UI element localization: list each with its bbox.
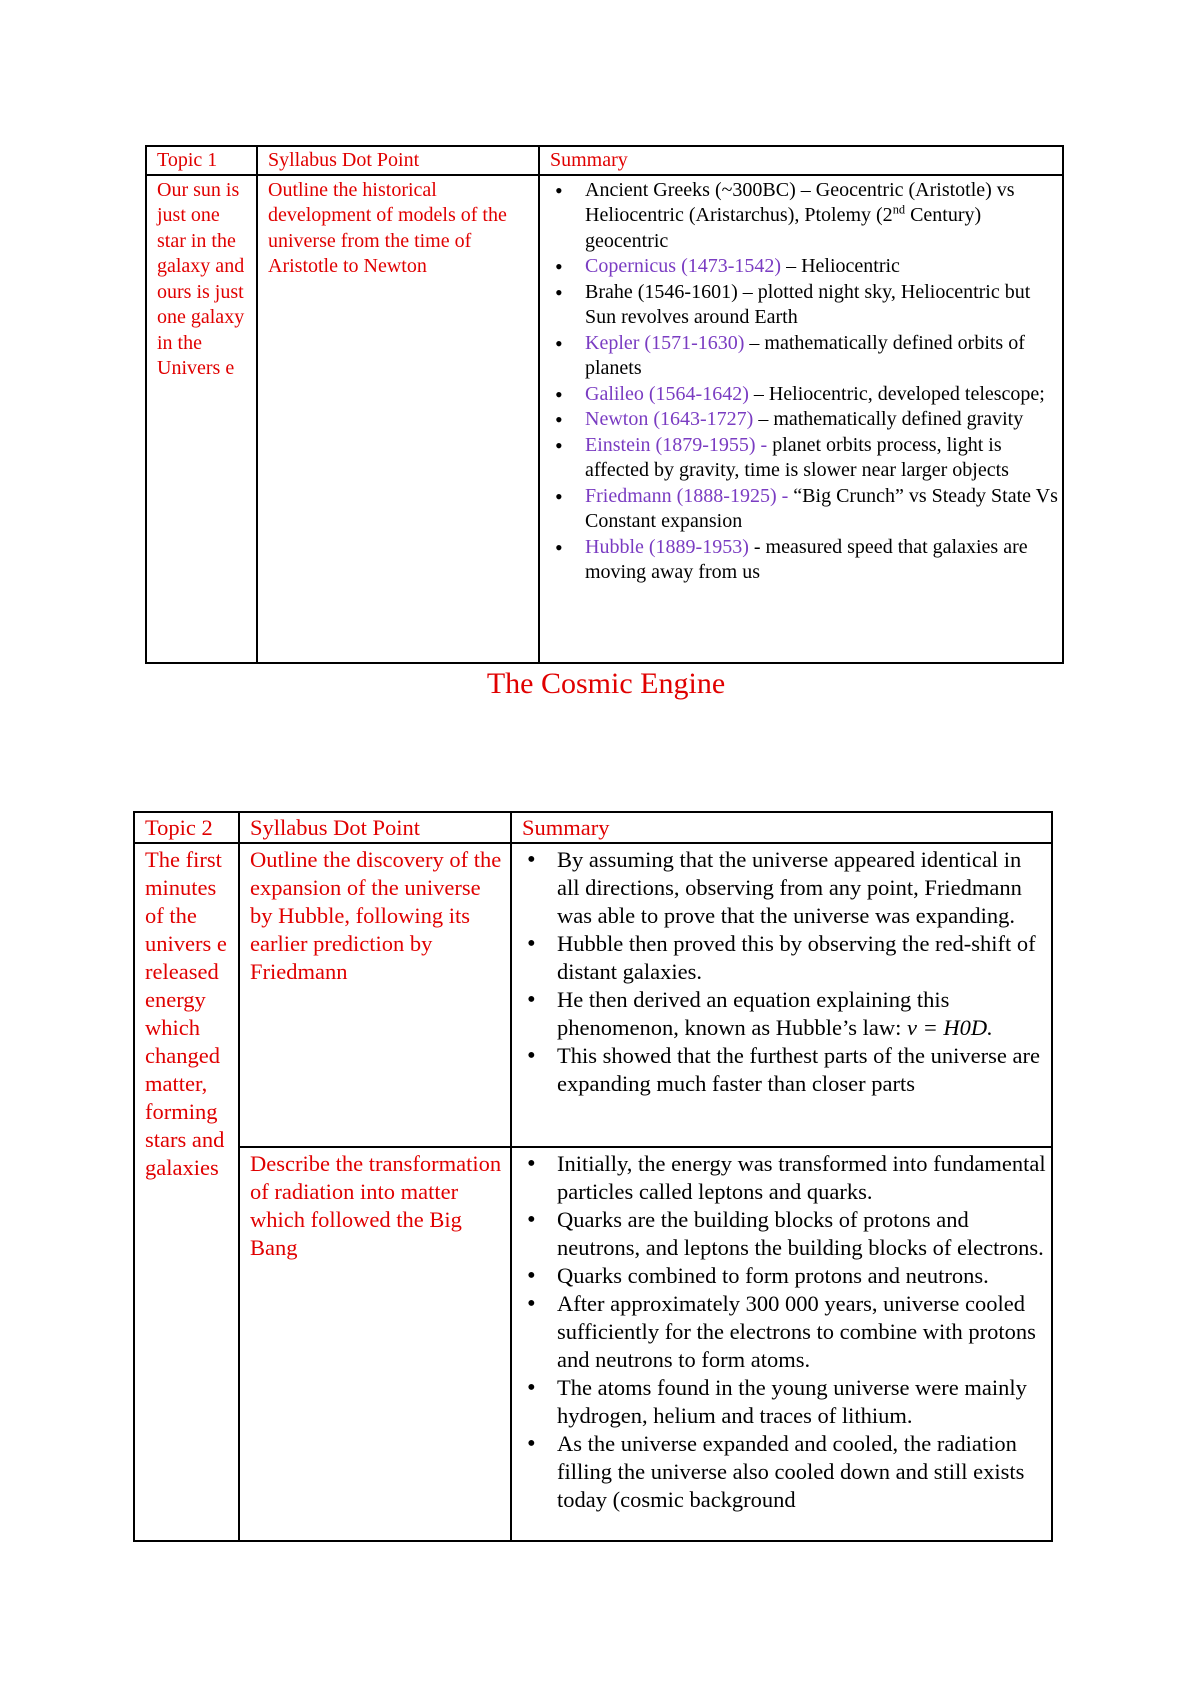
list-item: • Friedmann (1888-1925) - “Big Crunch” vs Steady State Vs Constant expansion (585, 484, 1058, 535)
summary-list (522, 846, 1047, 1098)
list-item: • Brahe (1546-1601) – plotted night sky, Heliocentric but Sun revolves around Earth (585, 280, 1058, 331)
topic-2-table (133, 811, 1053, 1542)
summary-cell (539, 175, 1063, 663)
list-item: • Newton (1643-1727) – mathematically defined gravity (585, 407, 1058, 433)
list-item: • Initially, the energy was transformed into fundamental particles called leptons and quarks. (557, 1150, 1047, 1206)
list-item: • Copernicus (1473-1542) – Heliocentric (585, 254, 1058, 280)
summary-cell (511, 1147, 1052, 1541)
topic-cell: The first minutes of the univers e released energy which changed matter, forming stars and galaxies (134, 843, 239, 1541)
list-item: • The atoms found in the young universe were mainly hydrogen, helium and traces of lithium. (557, 1374, 1047, 1430)
scientist-name: Einstein (1879-1955) - (585, 433, 768, 456)
list-item: • Kepler (1571-1630) – mathematically defined orbits of planets (585, 331, 1058, 382)
summary-list (550, 178, 1058, 586)
scientist-name: Galileo (1564-1642) (585, 382, 749, 405)
list-item: • As the universe expanded and cooled, the radiation filling the universe also cooled down and still exists today (cosmic background (557, 1430, 1047, 1514)
dot-point-cell: Describe the transformation of radiation into matter which followed the Big Bang (239, 1147, 511, 1541)
list-item: • Hubble (1889-1953) - measured speed that galaxies are moving away from us (585, 535, 1058, 586)
scientist-name: Copernicus (1473-1542) (585, 255, 782, 277)
topic-1-table (145, 145, 1064, 664)
summary-list (522, 1150, 1047, 1514)
page-title: The Cosmic Engine (486, 667, 726, 700)
list-item: • This showed that the furthest parts of the universe are expanding much faster than closer parts (557, 1042, 1047, 1098)
header-topic: Topic 1 (146, 146, 257, 175)
hubble-law-equation: v = H0D. (906, 1015, 993, 1040)
table-row (134, 843, 1052, 1147)
list-item: • After approximately 300 000 years, universe cooled sufficiently for the electrons to combine with protons and neutrons to form atoms. (557, 1290, 1047, 1374)
header-summary: Summary (539, 146, 1063, 175)
table-row (146, 175, 1063, 663)
header-summary: Summary (511, 812, 1052, 843)
list-item: • Galileo (1564-1642) – Heliocentric, developed telescope; (585, 382, 1058, 408)
table-row (134, 1147, 1052, 1541)
header-dot-point: Syllabus Dot Point (257, 146, 539, 175)
list-item: • Hubble then proved this by observing the red-shift of distant galaxies. (557, 930, 1047, 986)
list-item: • By assuming that the universe appeared identical in all directions, observing from any point, Friedmann was able to prove that the universe was expanding. (557, 846, 1047, 930)
dot-point-cell: Outline the historical development of models of the universe from the time of Aristotle to Newton (257, 175, 539, 663)
list-item: • Ancient Greeks (~300BC) – Geocentric (Aristotle) vs Heliocentric (Aristarchus), Ptolemy (2nd Century) geocentric (585, 178, 1058, 255)
scientist-name: Kepler (1571-1630) (585, 331, 745, 354)
scientist-name: Friedmann (1888-1925) - (585, 484, 789, 507)
table-header-row (146, 146, 1063, 175)
scientist-name: Hubble (1889-1953) (585, 535, 749, 558)
topic-cell: Our sun is just one star in the galaxy and ours is just one galaxy in the Univers e (146, 175, 257, 663)
list-item: • Einstein (1879-1955) - planet orbits process, light is affected by gravity, time is slower near larger objects (585, 433, 1058, 484)
list-item: • He then derived an equation explaining this phenomenon, known as Hubble’s law: v = H0D. (557, 986, 1047, 1042)
list-item: • Quarks are the building blocks of protons and neutrons, and leptons the building blocks of electrons. (557, 1206, 1047, 1262)
header-topic: Topic 2 (134, 812, 239, 843)
table-header-row (134, 812, 1052, 843)
list-item: • Quarks combined to form protons and neutrons. (557, 1262, 1047, 1290)
dot-point-cell: Outline the discovery of the expansion of the universe by Hubble, following its earlier prediction by Friedmann (239, 843, 511, 1147)
scientist-name: Newton (1643-1727) (585, 408, 754, 430)
summary-cell (511, 843, 1052, 1147)
header-dot-point: Syllabus Dot Point (239, 812, 511, 843)
